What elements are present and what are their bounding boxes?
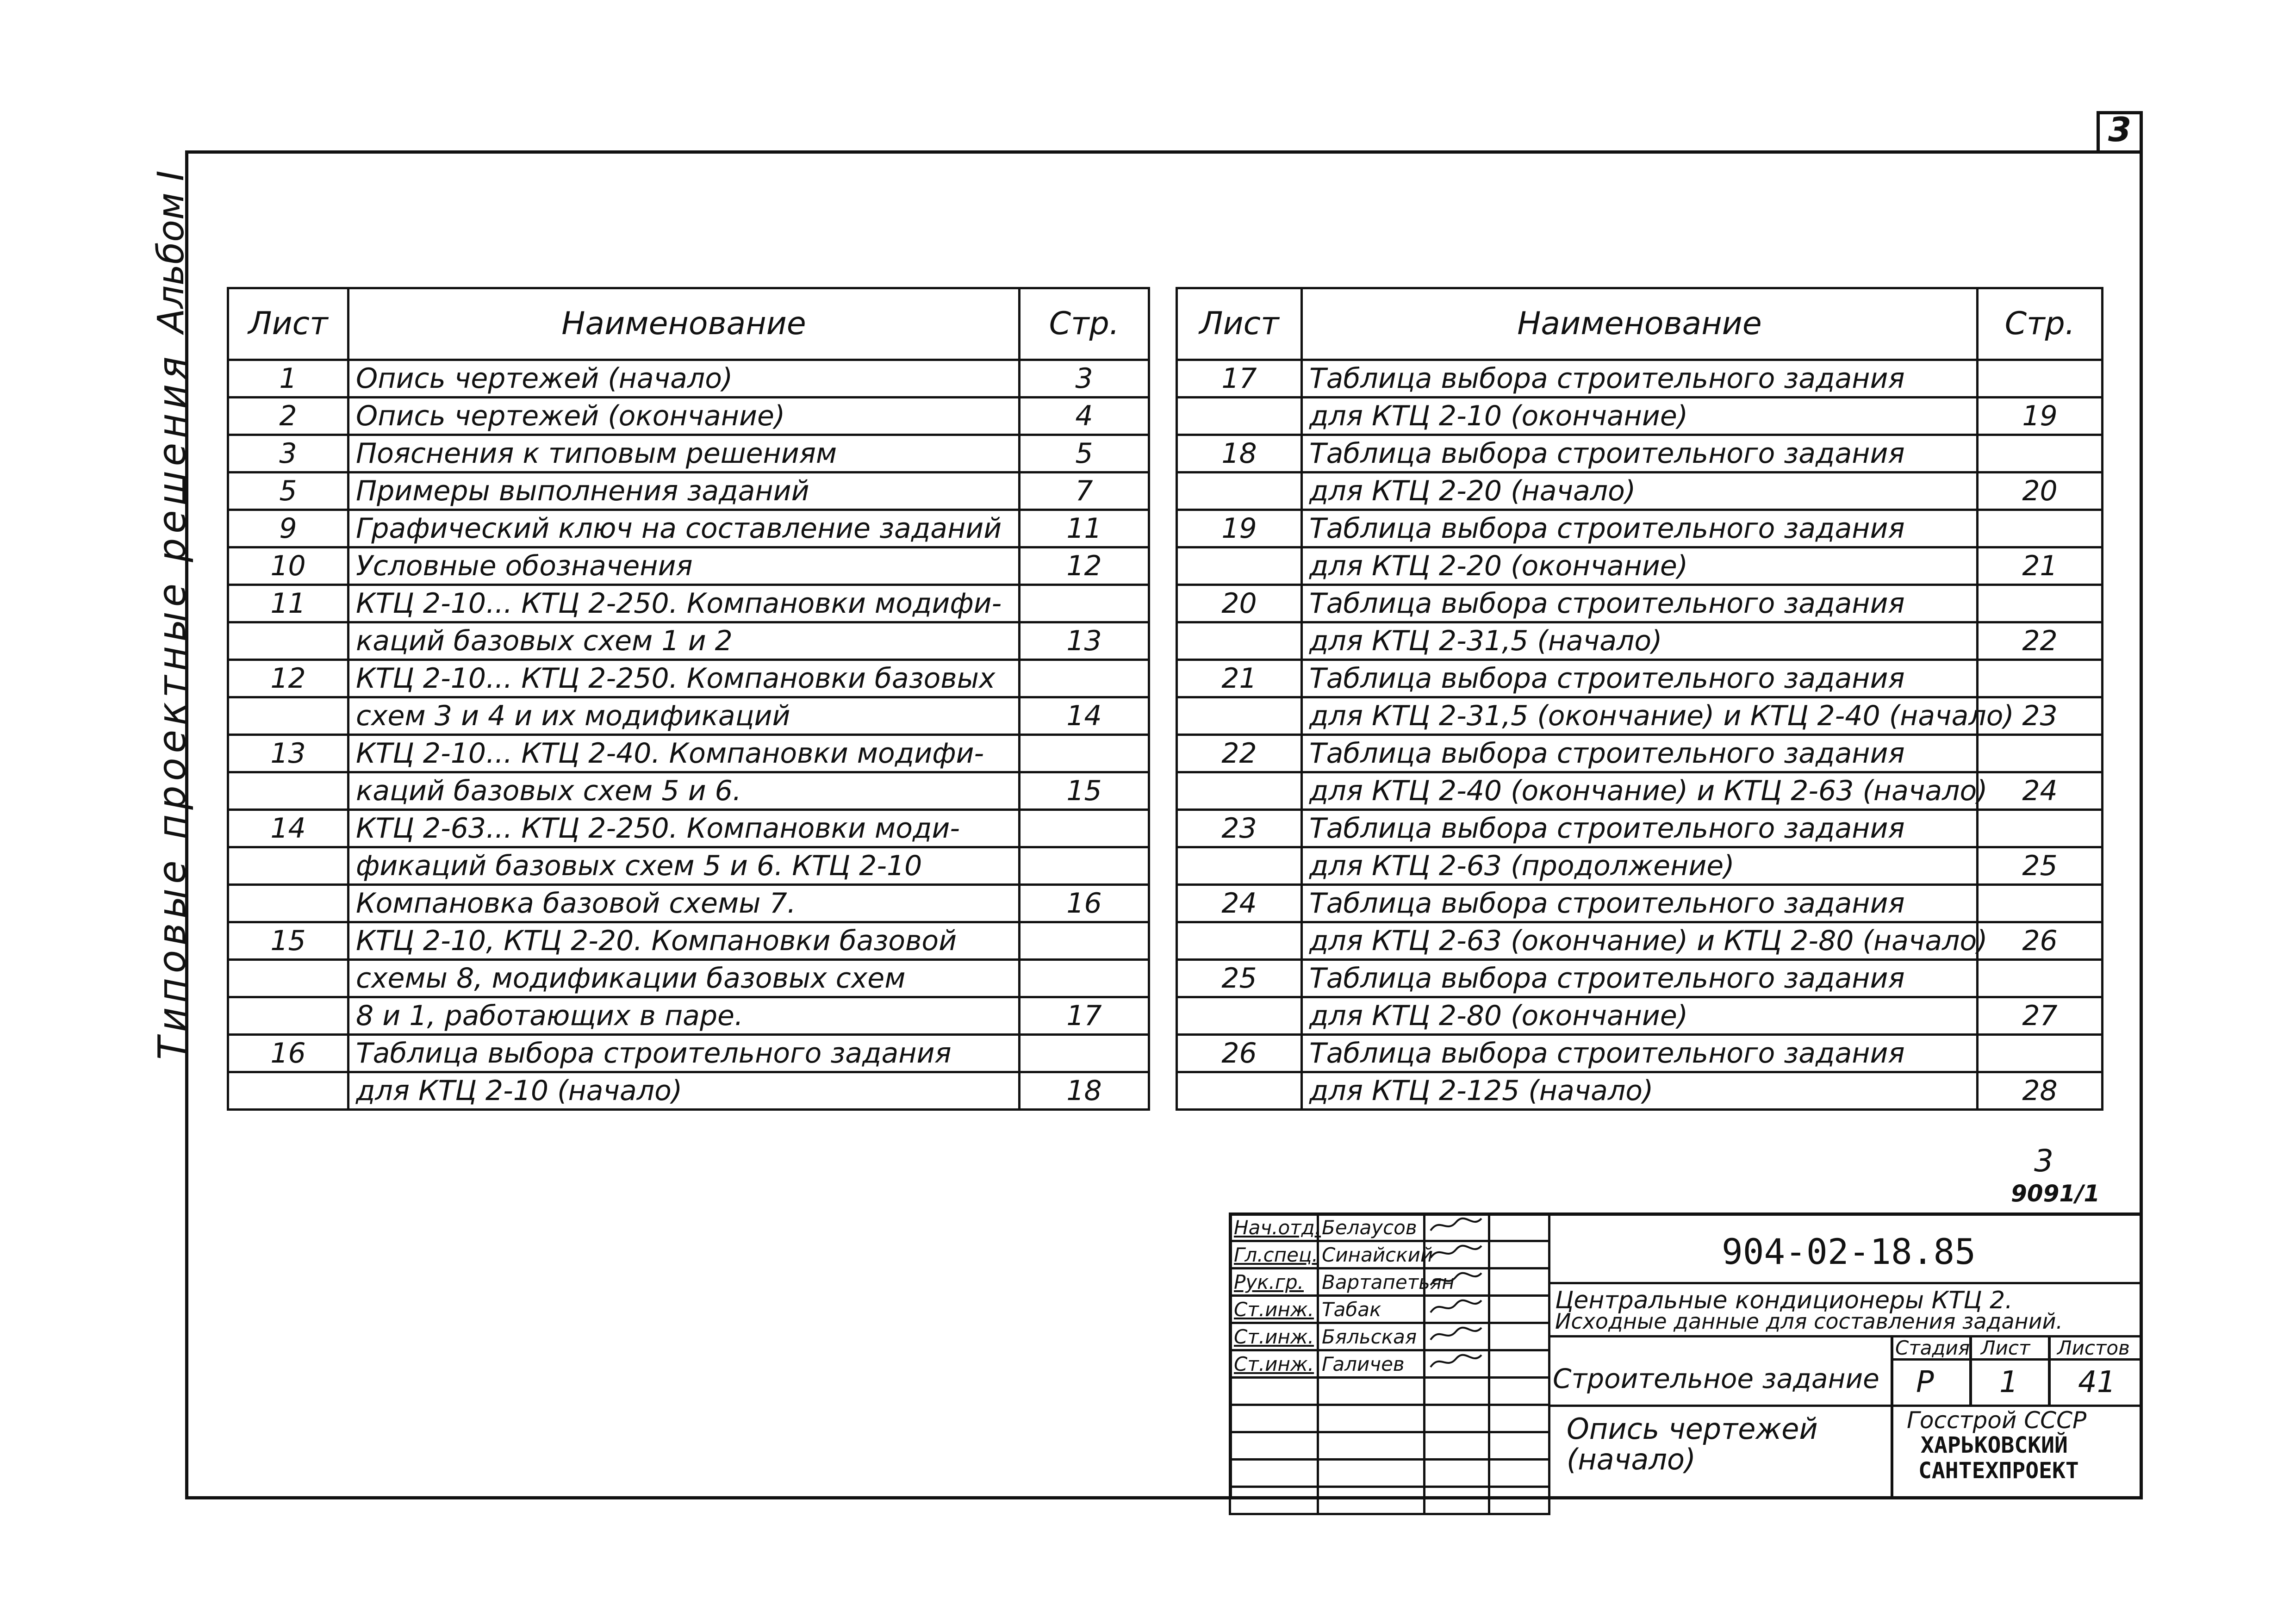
signer-row bbox=[1230, 1269, 1549, 1296]
col-name-header: Наименование bbox=[348, 288, 1020, 360]
drawing-name-cell: Таблица выбора строительного задания bbox=[1302, 360, 1978, 398]
handwritten-signature bbox=[1428, 1297, 1484, 1317]
drawing-name-cell: 8 и 1, работающих в паре. bbox=[348, 997, 1020, 1035]
page-number-cell: 13 bbox=[1020, 622, 1149, 660]
page-number-cell bbox=[1020, 847, 1149, 885]
sheet-number-cell: 2 bbox=[228, 398, 348, 435]
sheet-number-cell: 9 bbox=[228, 510, 348, 547]
sheet-number-cell: 17 bbox=[1177, 360, 1302, 398]
drawing-name-cell: КТЦ 2-10... КТЦ 2-40. Компановки модифи- bbox=[348, 735, 1020, 772]
drawing-name-cell: КТЦ 2-10, КТЦ 2-20. Компановки базовой bbox=[348, 922, 1020, 960]
col-name-header: Наименование bbox=[1302, 288, 1978, 360]
page-number-cell: 7 bbox=[1020, 473, 1149, 510]
drawing-title: Опись чертежей (начало) bbox=[1567, 1412, 1818, 1476]
page-number-cell bbox=[1020, 922, 1149, 960]
sheet-number-cell bbox=[1177, 922, 1302, 960]
sheet-number-cell bbox=[228, 847, 348, 885]
drawing-name-cell: Таблица выбора строительного задания bbox=[1302, 885, 1978, 922]
sheet-number-cell: 15 bbox=[228, 922, 348, 960]
signer-row bbox=[1230, 1241, 1549, 1269]
sheet-number-cell bbox=[1177, 547, 1302, 585]
signer-role bbox=[1230, 1460, 1318, 1487]
signers-table bbox=[1229, 1213, 1550, 1515]
page-number-cell bbox=[1020, 735, 1149, 772]
page-number-cell bbox=[1978, 435, 2103, 473]
drawing-name-cell: для КТЦ 2-63 (окончание) и КТЦ 2-80 (начало) bbox=[1302, 922, 1978, 960]
drawing-name-cell: Условные обозначения bbox=[348, 547, 1020, 585]
col-sheet-header: Лист bbox=[228, 288, 348, 360]
album-label: Альбом I bbox=[150, 170, 192, 333]
sheet-number-cell: 16 bbox=[228, 1035, 348, 1072]
signer-name: Бяльская bbox=[1318, 1323, 1425, 1350]
page-number-cell: 17 bbox=[1020, 997, 1149, 1035]
table-row bbox=[1177, 847, 2103, 885]
left-drawing-list-table bbox=[227, 287, 1150, 1111]
page-number-cell bbox=[1978, 1035, 2103, 1072]
sheet-number-cell: 18 bbox=[1177, 435, 1302, 473]
signer-name: Белаусов bbox=[1318, 1214, 1425, 1241]
sheet-number-cell: 24 bbox=[1177, 885, 1302, 922]
signature-cell bbox=[1425, 1214, 1489, 1241]
handwritten-signature bbox=[1428, 1269, 1484, 1290]
table-row bbox=[228, 585, 1149, 622]
table-row bbox=[228, 622, 1149, 660]
signer-row bbox=[1230, 1350, 1549, 1378]
page-number-cell bbox=[1978, 660, 2103, 697]
page-number-cell: 26 bbox=[1978, 922, 2103, 960]
page-number-cell: 20 bbox=[1978, 473, 2103, 510]
sheet-number-cell bbox=[1177, 697, 1302, 735]
table-row bbox=[1177, 810, 2103, 847]
page-number-cell bbox=[1978, 810, 2103, 847]
sheet-number-cell bbox=[228, 697, 348, 735]
signature-cell bbox=[1425, 1405, 1489, 1432]
signer-role: Рук.гр. bbox=[1230, 1269, 1318, 1296]
page-number-cell: 28 bbox=[1978, 1072, 2103, 1110]
sheet-number-cell bbox=[1177, 473, 1302, 510]
table-row bbox=[1177, 997, 2103, 1035]
series-label: Типовые проектные решения bbox=[150, 352, 194, 1060]
title-divider bbox=[2048, 1335, 2051, 1407]
table-row bbox=[228, 885, 1149, 922]
archive-code-mark: 9091/1 bbox=[2011, 1180, 2100, 1207]
sheet-number-cell: 11 bbox=[228, 585, 348, 622]
drawing-name-cell: Таблица выбора строительного задания bbox=[1302, 810, 1978, 847]
signer-row bbox=[1230, 1487, 1549, 1514]
signer-name bbox=[1318, 1487, 1425, 1514]
sheet-number-cell: 14 bbox=[228, 810, 348, 847]
table-row bbox=[1177, 510, 2103, 547]
sheet-number-cell: 26 bbox=[1177, 1035, 1302, 1072]
drawing-name-cell: схем 3 и 4 и их модификаций bbox=[348, 697, 1020, 735]
drawing-name-cell: КТЦ 2-10... КТЦ 2-250. Компановки модифи- bbox=[348, 585, 1020, 622]
sheets-header: Листов bbox=[2057, 1337, 2130, 1359]
drawing-name-cell: для КТЦ 2-20 (окончание) bbox=[1302, 547, 1978, 585]
sheet-number-cell: 20 bbox=[1177, 585, 1302, 622]
page-number-cell: 15 bbox=[1020, 772, 1149, 810]
doc-code: 904-02-18.85 bbox=[1722, 1231, 1976, 1272]
signature-cell bbox=[1425, 1432, 1489, 1460]
drawing-name-cell: Примеры выполнения заданий bbox=[348, 473, 1020, 510]
sheet-number-cell bbox=[1177, 622, 1302, 660]
signer-role: Нач.отд. bbox=[1230, 1214, 1318, 1241]
page-number-cell bbox=[1978, 735, 2103, 772]
sheet-number-cell bbox=[1177, 847, 1302, 885]
page-number-cell: 18 bbox=[1020, 1072, 1149, 1110]
handwritten-signature bbox=[1428, 1351, 1484, 1372]
drawing-name-cell: каций базовых схем 5 и 6. bbox=[348, 772, 1020, 810]
sheet-number-cell: 19 bbox=[1177, 510, 1302, 547]
signer-name bbox=[1318, 1432, 1425, 1460]
project-line-2: Исходные данные для составления заданий. bbox=[1555, 1309, 2063, 1334]
signer-role: Гл.спец. bbox=[1230, 1241, 1318, 1269]
sheet-number-cell bbox=[1177, 1072, 1302, 1110]
page-number-cell: 11 bbox=[1020, 510, 1149, 547]
signature-cell bbox=[1425, 1487, 1489, 1514]
handwritten-signature bbox=[1428, 1215, 1484, 1235]
col-sheet-header: Лист bbox=[1177, 288, 1302, 360]
sheet-number-cell: 13 bbox=[228, 735, 348, 772]
table-header-row bbox=[228, 288, 1149, 360]
table-row bbox=[1177, 922, 2103, 960]
drawing-name-cell: Таблица выбора строительного задания bbox=[1302, 585, 1978, 622]
drawing-name-cell: каций базовых схем 1 и 2 bbox=[348, 622, 1020, 660]
table-row bbox=[1177, 735, 2103, 772]
signer-role bbox=[1230, 1378, 1318, 1405]
handwritten-signature bbox=[1428, 1242, 1484, 1262]
table-row bbox=[1177, 697, 2103, 735]
signer-role bbox=[1230, 1487, 1318, 1514]
drawing-name-cell: КТЦ 2-63... КТЦ 2-250. Компановки моди- bbox=[348, 810, 1020, 847]
date-cell bbox=[1489, 1214, 1549, 1241]
page-number-cell bbox=[1020, 660, 1149, 697]
page-number-cell: 3 bbox=[1020, 360, 1149, 398]
sheet-number-cell bbox=[228, 622, 348, 660]
page-number-mark: 3 bbox=[2034, 1143, 2053, 1179]
page-number-cell: 22 bbox=[1978, 622, 2103, 660]
page-number-cell: 14 bbox=[1020, 697, 1149, 735]
drawing-name-cell: для КТЦ 2-10 (окончание) bbox=[1302, 398, 1978, 435]
page-number-cell bbox=[1020, 810, 1149, 847]
right-drawing-list-table bbox=[1176, 287, 2103, 1111]
date-cell bbox=[1489, 1241, 1549, 1269]
page-number-cell: 5 bbox=[1020, 435, 1149, 473]
org-line-1: Госстрой СССР bbox=[1907, 1407, 2087, 1434]
drawing-name-cell: Компановка базовой схемы 7. bbox=[348, 885, 1020, 922]
page-number-cell bbox=[1978, 360, 2103, 398]
date-cell bbox=[1489, 1432, 1549, 1460]
signer-row bbox=[1230, 1214, 1549, 1241]
page-number-cell bbox=[1978, 960, 2103, 997]
signer-row bbox=[1230, 1296, 1549, 1323]
table-row bbox=[1177, 960, 2103, 997]
table-row bbox=[228, 847, 1149, 885]
drawing-name-cell: Таблица выбора строительного задания bbox=[1302, 1035, 1978, 1072]
drawing-name-cell: фикаций базовых схем 5 и 6. КТЦ 2-10 bbox=[348, 847, 1020, 885]
signer-role bbox=[1230, 1432, 1318, 1460]
drawing-name-cell: Таблица выбора строительного задания bbox=[1302, 660, 1978, 697]
sheets-value: 41 bbox=[2078, 1365, 2116, 1399]
sheet-number-cell bbox=[228, 772, 348, 810]
page-number-cell bbox=[1978, 585, 2103, 622]
signer-role bbox=[1230, 1405, 1318, 1432]
sheet-number-cell bbox=[228, 960, 348, 997]
handwritten-signature bbox=[1428, 1324, 1484, 1344]
table-row bbox=[1177, 398, 2103, 435]
table-row bbox=[228, 960, 1149, 997]
page-number-cell bbox=[1020, 960, 1149, 997]
date-cell bbox=[1489, 1323, 1549, 1350]
page-number-cell: 27 bbox=[1978, 997, 2103, 1035]
signature-cell bbox=[1425, 1460, 1489, 1487]
table-row bbox=[228, 922, 1149, 960]
table-row bbox=[228, 547, 1149, 585]
drawing-name-cell: Таблица выбора строительного задания bbox=[1302, 510, 1978, 547]
page-number-cell: 24 bbox=[1978, 772, 2103, 810]
sheet-value: 1 bbox=[1999, 1365, 2018, 1399]
signer-row bbox=[1230, 1432, 1549, 1460]
page-number-cell bbox=[1020, 1035, 1149, 1072]
project-line-1: Центральные кондиционеры КТЦ 2. bbox=[1555, 1287, 2013, 1314]
date-cell bbox=[1489, 1269, 1549, 1296]
table-row bbox=[1177, 772, 2103, 810]
table-row bbox=[1177, 435, 2103, 473]
table-row bbox=[1177, 1035, 2103, 1072]
title-divider bbox=[1548, 1282, 2143, 1284]
sheet-number-cell: 12 bbox=[228, 660, 348, 697]
sheet-number-cell: 1 bbox=[228, 360, 348, 398]
signer-name bbox=[1318, 1460, 1425, 1487]
table-row bbox=[228, 1035, 1149, 1072]
drawing-name-cell: Таблица выбора строительного задания bbox=[1302, 735, 1978, 772]
table-row bbox=[1177, 585, 2103, 622]
page-number-cell: 4 bbox=[1020, 398, 1149, 435]
corner-sheet-number: 3 bbox=[2108, 110, 2132, 149]
signer-name: Вартапетьян bbox=[1318, 1269, 1425, 1296]
signer-name: Галичев bbox=[1318, 1350, 1425, 1378]
table-row bbox=[1177, 360, 2103, 398]
table-row bbox=[1177, 885, 2103, 922]
signer-role: Ст.инж. bbox=[1230, 1296, 1318, 1323]
drawing-name-cell: КТЦ 2-10... КТЦ 2-250. Компановки базовых bbox=[348, 660, 1020, 697]
page-number-cell: 21 bbox=[1978, 547, 2103, 585]
sheet-number-cell: 10 bbox=[228, 547, 348, 585]
table-row bbox=[1177, 1072, 2103, 1110]
sheet-number-cell: 5 bbox=[228, 473, 348, 510]
sheet-number-cell bbox=[1177, 772, 1302, 810]
page-number-cell: 23 bbox=[1978, 697, 2103, 735]
signer-name: Синайский bbox=[1318, 1241, 1425, 1269]
page-number-cell bbox=[1978, 510, 2103, 547]
drawing-name-cell: для КТЦ 2-125 (начало) bbox=[1302, 1072, 1978, 1110]
date-cell bbox=[1489, 1405, 1549, 1432]
table-row bbox=[228, 735, 1149, 772]
drawing-name-cell: Таблица выбора строительного задания bbox=[1302, 960, 1978, 997]
signer-name bbox=[1318, 1405, 1425, 1432]
drawing-name-cell: Таблица выбора строительного задания bbox=[1302, 435, 1978, 473]
table-row bbox=[228, 810, 1149, 847]
drawing-name-cell: Опись чертежей (окончание) bbox=[348, 398, 1020, 435]
sheet-number-cell bbox=[1177, 997, 1302, 1035]
signature-cell bbox=[1425, 1323, 1489, 1350]
signature-cell bbox=[1425, 1296, 1489, 1323]
table-row bbox=[228, 435, 1149, 473]
signature-cell bbox=[1425, 1269, 1489, 1296]
signature-cell bbox=[1425, 1350, 1489, 1378]
signature-cell bbox=[1425, 1378, 1489, 1405]
page-number-cell: 19 bbox=[1978, 398, 2103, 435]
date-cell bbox=[1489, 1350, 1549, 1378]
drawing-name-cell: схемы 8, модификации базовых схем bbox=[348, 960, 1020, 997]
sheet-number-cell: 22 bbox=[1177, 735, 1302, 772]
sheet-number-cell: 21 bbox=[1177, 660, 1302, 697]
sheet-number-cell: 3 bbox=[228, 435, 348, 473]
page-number-cell: 16 bbox=[1020, 885, 1149, 922]
sheet-number-cell bbox=[228, 997, 348, 1035]
table-row bbox=[228, 660, 1149, 697]
sheet-number-cell: 23 bbox=[1177, 810, 1302, 847]
col-page-header: Стр. bbox=[1020, 288, 1149, 360]
date-cell bbox=[1489, 1460, 1549, 1487]
col-page-header: Стр. bbox=[1978, 288, 2103, 360]
drawing-name-cell: Пояснения к типовым решениям bbox=[348, 435, 1020, 473]
title-divider bbox=[1548, 1335, 2143, 1337]
drawing-name-cell: для КТЦ 2-10 (начало) bbox=[348, 1072, 1020, 1110]
sheet-number-cell bbox=[1177, 398, 1302, 435]
table-header-row bbox=[1177, 288, 2103, 360]
date-cell bbox=[1489, 1296, 1549, 1323]
drawing-name-cell: для КТЦ 2-31,5 (начало) bbox=[1302, 622, 1978, 660]
table-row bbox=[1177, 660, 2103, 697]
signer-role: Ст.инж. bbox=[1230, 1323, 1318, 1350]
sheet-number-cell bbox=[228, 885, 348, 922]
drawing-name-cell: для КТЦ 2-63 (продолжение) bbox=[1302, 847, 1978, 885]
table-row bbox=[228, 473, 1149, 510]
signer-row bbox=[1230, 1323, 1549, 1350]
page-number-cell bbox=[1978, 885, 2103, 922]
signer-row bbox=[1230, 1460, 1549, 1487]
date-cell bbox=[1489, 1487, 1549, 1514]
table-row bbox=[228, 510, 1149, 547]
drawing-name-cell: Опись чертежей (начало) bbox=[348, 360, 1020, 398]
drawing-name-cell: Таблица выбора строительного задания bbox=[348, 1035, 1020, 1072]
signature-cell bbox=[1425, 1241, 1489, 1269]
table-row bbox=[1177, 473, 2103, 510]
signer-name bbox=[1318, 1378, 1425, 1405]
page-number-cell: 25 bbox=[1978, 847, 2103, 885]
org-line-3: САНТЕХПРОЕКТ bbox=[1918, 1458, 2079, 1484]
sheet-number-cell bbox=[228, 1072, 348, 1110]
org-line-2: ХАРЬКОВСКИЙ bbox=[1921, 1432, 2068, 1458]
signer-row bbox=[1230, 1405, 1549, 1432]
signer-name: Табак bbox=[1318, 1296, 1425, 1323]
sheet-number-cell: 25 bbox=[1177, 960, 1302, 997]
date-cell bbox=[1489, 1378, 1549, 1405]
drawing-name-cell: для КТЦ 2-31,5 (окончание) и КТЦ 2-40 (начало) bbox=[1302, 697, 1978, 735]
table-row bbox=[228, 398, 1149, 435]
sheet-header: Лист bbox=[1981, 1337, 2030, 1359]
drawing-name-cell: Графический ключ на составление заданий bbox=[348, 510, 1020, 547]
table-row bbox=[1177, 622, 2103, 660]
stage-header: Стадия bbox=[1895, 1337, 1970, 1359]
table-row bbox=[1177, 547, 2103, 585]
signer-row bbox=[1230, 1378, 1549, 1405]
table-row bbox=[228, 697, 1149, 735]
drawing-name-cell: для КТЦ 2-80 (окончание) bbox=[1302, 997, 1978, 1035]
page-number-cell: 12 bbox=[1020, 547, 1149, 585]
drawing-name-cell: для КТЦ 2-20 (начало) bbox=[1302, 473, 1978, 510]
table-row bbox=[228, 360, 1149, 398]
stage-value: Р bbox=[1916, 1365, 1934, 1399]
table-row bbox=[228, 772, 1149, 810]
table-row bbox=[228, 1072, 1149, 1110]
page-number-cell bbox=[1020, 585, 1149, 622]
drawing-name-cell: для КТЦ 2-40 (окончание) и КТЦ 2-63 (начало) bbox=[1302, 772, 1978, 810]
section-title: Строительное задание bbox=[1553, 1363, 1879, 1394]
table-row bbox=[228, 997, 1149, 1035]
signer-role: Ст.инж. bbox=[1230, 1350, 1318, 1378]
